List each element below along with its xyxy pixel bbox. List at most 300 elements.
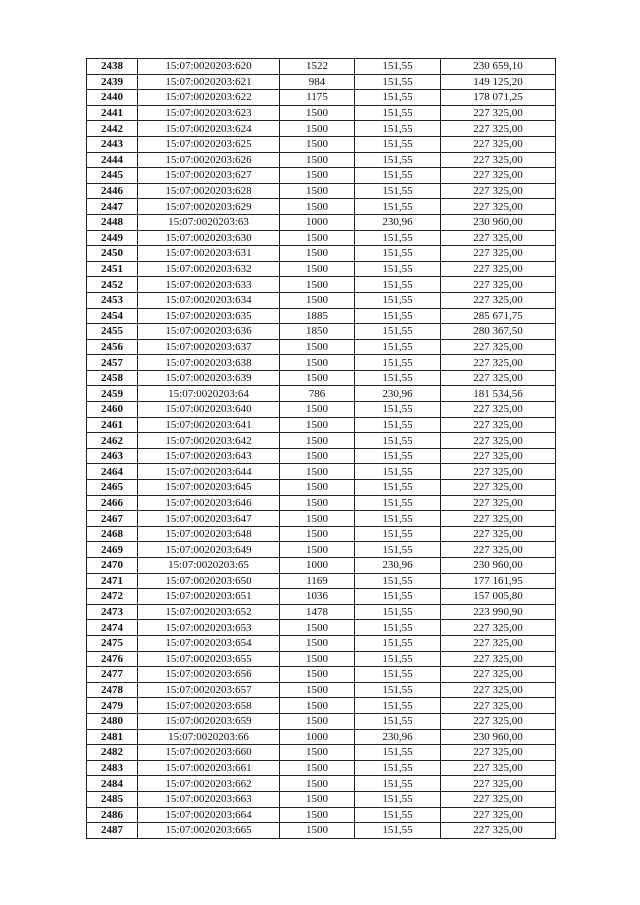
price-cell: 151,55 xyxy=(355,199,441,215)
price-cell: 151,55 xyxy=(355,339,441,355)
total-value-cell: 227 325,00 xyxy=(441,402,556,418)
area-cell: 1500 xyxy=(280,199,355,215)
cadastral-number-cell: 15:07:0020203:626 xyxy=(138,152,280,168)
total-value-cell: 227 325,00 xyxy=(441,713,556,729)
price-cell: 151,55 xyxy=(355,745,441,761)
table-row xyxy=(87,214,556,230)
price-cell: 151,55 xyxy=(355,417,441,433)
row-number-cell: 2462 xyxy=(87,433,138,449)
table-row xyxy=(87,760,556,776)
total-value-cell: 181 534,56 xyxy=(441,386,556,402)
area-cell: 1500 xyxy=(280,230,355,246)
price-cell: 151,55 xyxy=(355,682,441,698)
price-cell: 151,55 xyxy=(355,698,441,714)
area-cell: 786 xyxy=(280,386,355,402)
row-number-cell: 2459 xyxy=(87,386,138,402)
parcel-table xyxy=(86,58,556,839)
cadastral-number-cell: 15:07:0020203:625 xyxy=(138,136,280,152)
total-value-cell: 157 005,80 xyxy=(441,589,556,605)
total-value-cell: 227 325,00 xyxy=(441,292,556,308)
cadastral-number-cell: 15:07:0020203:632 xyxy=(138,261,280,277)
total-value-cell: 177 161,95 xyxy=(441,573,556,589)
total-value-cell: 227 325,00 xyxy=(441,495,556,511)
total-value-cell: 227 325,00 xyxy=(441,355,556,371)
table-row xyxy=(87,136,556,152)
cadastral-number-cell: 15:07:0020203:643 xyxy=(138,448,280,464)
area-cell: 1500 xyxy=(280,246,355,262)
price-cell: 151,55 xyxy=(355,136,441,152)
cadastral-number-cell: 15:07:0020203:646 xyxy=(138,495,280,511)
area-cell: 1500 xyxy=(280,417,355,433)
total-value-cell: 227 325,00 xyxy=(441,433,556,449)
row-number-cell: 2454 xyxy=(87,308,138,324)
area-cell: 1500 xyxy=(280,807,355,823)
row-number-cell: 2452 xyxy=(87,277,138,293)
row-number-cell: 2469 xyxy=(87,542,138,558)
table-row xyxy=(87,480,556,496)
total-value-cell: 227 325,00 xyxy=(441,620,556,636)
cadastral-number-cell: 15:07:0020203:639 xyxy=(138,370,280,386)
row-number-cell: 2456 xyxy=(87,339,138,355)
table-row xyxy=(87,324,556,340)
cadastral-number-cell: 15:07:0020203:636 xyxy=(138,324,280,340)
price-cell: 151,55 xyxy=(355,74,441,90)
cadastral-number-cell: 15:07:0020203:622 xyxy=(138,90,280,106)
price-cell: 151,55 xyxy=(355,495,441,511)
cadastral-number-cell: 15:07:0020203:621 xyxy=(138,74,280,90)
row-number-cell: 2481 xyxy=(87,729,138,745)
cadastral-number-cell: 15:07:0020203:659 xyxy=(138,713,280,729)
area-cell: 1500 xyxy=(280,713,355,729)
price-cell: 151,55 xyxy=(355,277,441,293)
area-cell: 1500 xyxy=(280,105,355,121)
cadastral-number-cell: 15:07:0020203:633 xyxy=(138,277,280,293)
total-value-cell: 227 325,00 xyxy=(441,791,556,807)
row-number-cell: 2457 xyxy=(87,355,138,371)
table-row xyxy=(87,59,556,75)
price-cell: 151,55 xyxy=(355,542,441,558)
total-value-cell: 227 325,00 xyxy=(441,635,556,651)
area-cell: 1522 xyxy=(280,59,355,75)
total-value-cell: 227 325,00 xyxy=(441,261,556,277)
table-row xyxy=(87,308,556,324)
row-number-cell: 2468 xyxy=(87,526,138,542)
row-number-cell: 2483 xyxy=(87,760,138,776)
row-number-cell: 2466 xyxy=(87,495,138,511)
cadastral-number-cell: 15:07:0020203:64 xyxy=(138,386,280,402)
area-cell: 1175 xyxy=(280,90,355,106)
area-cell: 1500 xyxy=(280,791,355,807)
row-number-cell: 2486 xyxy=(87,807,138,823)
row-number-cell: 2448 xyxy=(87,214,138,230)
total-value-cell: 227 325,00 xyxy=(441,370,556,386)
table-row xyxy=(87,433,556,449)
cadastral-number-cell: 15:07:0020203:640 xyxy=(138,402,280,418)
table-row xyxy=(87,199,556,215)
area-cell: 1500 xyxy=(280,526,355,542)
row-number-cell: 2441 xyxy=(87,105,138,121)
row-number-cell: 2444 xyxy=(87,152,138,168)
price-cell: 151,55 xyxy=(355,620,441,636)
row-number-cell: 2449 xyxy=(87,230,138,246)
cadastral-number-cell: 15:07:0020203:658 xyxy=(138,698,280,714)
cadastral-number-cell: 15:07:0020203:654 xyxy=(138,635,280,651)
area-cell: 1036 xyxy=(280,589,355,605)
area-cell: 1169 xyxy=(280,573,355,589)
area-cell: 1500 xyxy=(280,480,355,496)
price-cell: 151,55 xyxy=(355,308,441,324)
price-cell: 151,55 xyxy=(355,355,441,371)
row-number-cell: 2487 xyxy=(87,823,138,839)
cadastral-number-cell: 15:07:0020203:662 xyxy=(138,776,280,792)
cadastral-number-cell: 15:07:0020203:649 xyxy=(138,542,280,558)
area-cell: 1500 xyxy=(280,823,355,839)
price-cell: 151,55 xyxy=(355,526,441,542)
total-value-cell: 227 325,00 xyxy=(441,448,556,464)
price-cell: 151,55 xyxy=(355,261,441,277)
cadastral-number-cell: 15:07:0020203:657 xyxy=(138,682,280,698)
total-value-cell: 227 325,00 xyxy=(441,339,556,355)
total-value-cell: 230 960,00 xyxy=(441,729,556,745)
area-cell: 1500 xyxy=(280,433,355,449)
area-cell: 1850 xyxy=(280,324,355,340)
table-row xyxy=(87,620,556,636)
parcel-table-body xyxy=(87,59,556,839)
row-number-cell: 2440 xyxy=(87,90,138,106)
cadastral-number-cell: 15:07:0020203:634 xyxy=(138,292,280,308)
area-cell: 1500 xyxy=(280,355,355,371)
cadastral-number-cell: 15:07:0020203:647 xyxy=(138,511,280,527)
price-cell: 230,96 xyxy=(355,729,441,745)
cadastral-number-cell: 15:07:0020203:661 xyxy=(138,760,280,776)
table-row xyxy=(87,791,556,807)
table-row xyxy=(87,823,556,839)
table-row xyxy=(87,464,556,480)
row-number-cell: 2475 xyxy=(87,635,138,651)
table-row xyxy=(87,573,556,589)
cadastral-number-cell: 15:07:0020203:628 xyxy=(138,183,280,199)
cadastral-number-cell: 15:07:0020203:642 xyxy=(138,433,280,449)
row-number-cell: 2479 xyxy=(87,698,138,714)
total-value-cell: 227 325,00 xyxy=(441,542,556,558)
total-value-cell: 227 325,00 xyxy=(441,760,556,776)
area-cell: 1500 xyxy=(280,121,355,137)
area-cell: 1500 xyxy=(280,620,355,636)
total-value-cell: 227 325,00 xyxy=(441,464,556,480)
table-row xyxy=(87,667,556,683)
table-row xyxy=(87,417,556,433)
price-cell: 151,55 xyxy=(355,448,441,464)
table-row xyxy=(87,277,556,293)
area-cell: 1500 xyxy=(280,292,355,308)
price-cell: 151,55 xyxy=(355,573,441,589)
area-cell: 1500 xyxy=(280,464,355,480)
row-number-cell: 2445 xyxy=(87,168,138,184)
table-row xyxy=(87,105,556,121)
area-cell: 1478 xyxy=(280,604,355,620)
table-row xyxy=(87,230,556,246)
price-cell: 151,55 xyxy=(355,635,441,651)
table-row xyxy=(87,713,556,729)
total-value-cell: 230 659,10 xyxy=(441,59,556,75)
price-cell: 151,55 xyxy=(355,230,441,246)
cadastral-number-cell: 15:07:0020203:638 xyxy=(138,355,280,371)
total-value-cell: 227 325,00 xyxy=(441,199,556,215)
total-value-cell: 280 367,50 xyxy=(441,324,556,340)
row-number-cell: 2461 xyxy=(87,417,138,433)
area-cell: 1500 xyxy=(280,698,355,714)
area-cell: 1500 xyxy=(280,667,355,683)
row-number-cell: 2473 xyxy=(87,604,138,620)
row-number-cell: 2446 xyxy=(87,183,138,199)
cadastral-number-cell: 15:07:0020203:641 xyxy=(138,417,280,433)
area-cell: 1885 xyxy=(280,308,355,324)
total-value-cell: 227 325,00 xyxy=(441,776,556,792)
row-number-cell: 2463 xyxy=(87,448,138,464)
price-cell: 151,55 xyxy=(355,604,441,620)
price-cell: 151,55 xyxy=(355,370,441,386)
total-value-cell: 230 960,00 xyxy=(441,214,556,230)
total-value-cell: 178 071,25 xyxy=(441,90,556,106)
cadastral-number-cell: 15:07:0020203:629 xyxy=(138,199,280,215)
price-cell: 151,55 xyxy=(355,402,441,418)
area-cell: 1500 xyxy=(280,542,355,558)
table-row xyxy=(87,745,556,761)
total-value-cell: 227 325,00 xyxy=(441,651,556,667)
row-number-cell: 2464 xyxy=(87,464,138,480)
cadastral-number-cell: 15:07:0020203:656 xyxy=(138,667,280,683)
table-row xyxy=(87,495,556,511)
table-row xyxy=(87,246,556,262)
price-cell: 151,55 xyxy=(355,152,441,168)
row-number-cell: 2439 xyxy=(87,74,138,90)
table-row xyxy=(87,651,556,667)
table-row xyxy=(87,261,556,277)
area-cell: 1500 xyxy=(280,495,355,511)
price-cell: 151,55 xyxy=(355,713,441,729)
price-cell: 151,55 xyxy=(355,511,441,527)
price-cell: 151,55 xyxy=(355,246,441,262)
table-row xyxy=(87,339,556,355)
row-number-cell: 2453 xyxy=(87,292,138,308)
cadastral-number-cell: 15:07:0020203:653 xyxy=(138,620,280,636)
table-row xyxy=(87,807,556,823)
row-number-cell: 2447 xyxy=(87,199,138,215)
table-row xyxy=(87,589,556,605)
table-row xyxy=(87,90,556,106)
table-row xyxy=(87,526,556,542)
total-value-cell: 227 325,00 xyxy=(441,745,556,761)
area-cell: 1500 xyxy=(280,682,355,698)
total-value-cell: 227 325,00 xyxy=(441,105,556,121)
total-value-cell: 285 671,75 xyxy=(441,308,556,324)
cadastral-number-cell: 15:07:0020203:637 xyxy=(138,339,280,355)
area-cell: 1500 xyxy=(280,651,355,667)
cadastral-number-cell: 15:07:0020203:623 xyxy=(138,105,280,121)
area-cell: 1500 xyxy=(280,136,355,152)
row-number-cell: 2467 xyxy=(87,511,138,527)
area-cell: 1500 xyxy=(280,776,355,792)
area-cell: 1500 xyxy=(280,635,355,651)
row-number-cell: 2480 xyxy=(87,713,138,729)
cadastral-number-cell: 15:07:0020203:620 xyxy=(138,59,280,75)
row-number-cell: 2458 xyxy=(87,370,138,386)
total-value-cell: 227 325,00 xyxy=(441,168,556,184)
cadastral-number-cell: 15:07:0020203:624 xyxy=(138,121,280,137)
total-value-cell: 227 325,00 xyxy=(441,417,556,433)
cadastral-number-cell: 15:07:0020203:655 xyxy=(138,651,280,667)
row-number-cell: 2471 xyxy=(87,573,138,589)
total-value-cell: 230 960,00 xyxy=(441,558,556,574)
total-value-cell: 227 325,00 xyxy=(441,121,556,137)
table-row xyxy=(87,355,556,371)
row-number-cell: 2485 xyxy=(87,791,138,807)
area-cell: 1500 xyxy=(280,152,355,168)
area-cell: 1500 xyxy=(280,277,355,293)
cadastral-number-cell: 15:07:0020203:645 xyxy=(138,480,280,496)
total-value-cell: 227 325,00 xyxy=(441,230,556,246)
cadastral-number-cell: 15:07:0020203:663 xyxy=(138,791,280,807)
total-value-cell: 227 325,00 xyxy=(441,152,556,168)
table-row xyxy=(87,448,556,464)
table-row xyxy=(87,511,556,527)
area-cell: 1000 xyxy=(280,214,355,230)
price-cell: 151,55 xyxy=(355,121,441,137)
price-cell: 151,55 xyxy=(355,168,441,184)
table-row xyxy=(87,604,556,620)
row-number-cell: 2478 xyxy=(87,682,138,698)
price-cell: 151,55 xyxy=(355,59,441,75)
row-number-cell: 2442 xyxy=(87,121,138,137)
table-row xyxy=(87,168,556,184)
price-cell: 230,96 xyxy=(355,214,441,230)
table-row xyxy=(87,183,556,199)
cadastral-number-cell: 15:07:0020203:631 xyxy=(138,246,280,262)
price-cell: 151,55 xyxy=(355,667,441,683)
table-row xyxy=(87,370,556,386)
total-value-cell: 227 325,00 xyxy=(441,823,556,839)
cadastral-number-cell: 15:07:0020203:650 xyxy=(138,573,280,589)
table-row xyxy=(87,729,556,745)
row-number-cell: 2474 xyxy=(87,620,138,636)
total-value-cell: 227 325,00 xyxy=(441,511,556,527)
price-cell: 151,55 xyxy=(355,651,441,667)
total-value-cell: 227 325,00 xyxy=(441,246,556,262)
price-cell: 151,55 xyxy=(355,90,441,106)
price-cell: 151,55 xyxy=(355,791,441,807)
cadastral-number-cell: 15:07:0020203:664 xyxy=(138,807,280,823)
row-number-cell: 2443 xyxy=(87,136,138,152)
table-row xyxy=(87,635,556,651)
area-cell: 1000 xyxy=(280,558,355,574)
table-row xyxy=(87,386,556,402)
price-cell: 151,55 xyxy=(355,589,441,605)
area-cell: 1500 xyxy=(280,168,355,184)
table-row xyxy=(87,121,556,137)
table-row xyxy=(87,682,556,698)
row-number-cell: 2477 xyxy=(87,667,138,683)
cadastral-number-cell: 15:07:0020203:635 xyxy=(138,308,280,324)
row-number-cell: 2460 xyxy=(87,402,138,418)
cadastral-number-cell: 15:07:0020203:66 xyxy=(138,729,280,745)
cadastral-number-cell: 15:07:0020203:660 xyxy=(138,745,280,761)
area-cell: 1500 xyxy=(280,339,355,355)
cadastral-number-cell: 15:07:0020203:652 xyxy=(138,604,280,620)
row-number-cell: 2470 xyxy=(87,558,138,574)
row-number-cell: 2465 xyxy=(87,480,138,496)
total-value-cell: 227 325,00 xyxy=(441,480,556,496)
price-cell: 151,55 xyxy=(355,480,441,496)
price-cell: 151,55 xyxy=(355,776,441,792)
price-cell: 151,55 xyxy=(355,105,441,121)
row-number-cell: 2484 xyxy=(87,776,138,792)
row-number-cell: 2482 xyxy=(87,745,138,761)
area-cell: 1500 xyxy=(280,760,355,776)
cadastral-number-cell: 15:07:0020203:665 xyxy=(138,823,280,839)
area-cell: 1500 xyxy=(280,261,355,277)
row-number-cell: 2476 xyxy=(87,651,138,667)
table-row xyxy=(87,74,556,90)
total-value-cell: 227 325,00 xyxy=(441,698,556,714)
row-number-cell: 2451 xyxy=(87,261,138,277)
total-value-cell: 227 325,00 xyxy=(441,526,556,542)
area-cell: 1500 xyxy=(280,402,355,418)
cadastral-number-cell: 15:07:0020203:630 xyxy=(138,230,280,246)
total-value-cell: 149 125,20 xyxy=(441,74,556,90)
row-number-cell: 2472 xyxy=(87,589,138,605)
table-row xyxy=(87,292,556,308)
table-row xyxy=(87,776,556,792)
row-number-cell: 2450 xyxy=(87,246,138,262)
table-row xyxy=(87,402,556,418)
total-value-cell: 227 325,00 xyxy=(441,682,556,698)
price-cell: 151,55 xyxy=(355,433,441,449)
row-number-cell: 2455 xyxy=(87,324,138,340)
area-cell: 1000 xyxy=(280,729,355,745)
table-row xyxy=(87,698,556,714)
price-cell: 151,55 xyxy=(355,292,441,308)
area-cell: 1500 xyxy=(280,370,355,386)
price-cell: 151,55 xyxy=(355,324,441,340)
cadastral-number-cell: 15:07:0020203:627 xyxy=(138,168,280,184)
price-cell: 230,96 xyxy=(355,558,441,574)
cadastral-number-cell: 15:07:0020203:65 xyxy=(138,558,280,574)
total-value-cell: 227 325,00 xyxy=(441,136,556,152)
total-value-cell: 227 325,00 xyxy=(441,667,556,683)
area-cell: 1500 xyxy=(280,183,355,199)
price-cell: 151,55 xyxy=(355,464,441,480)
price-cell: 151,55 xyxy=(355,823,441,839)
table-row xyxy=(87,152,556,168)
total-value-cell: 227 325,00 xyxy=(441,807,556,823)
row-number-cell: 2438 xyxy=(87,59,138,75)
total-value-cell: 227 325,00 xyxy=(441,277,556,293)
price-cell: 151,55 xyxy=(355,807,441,823)
table-row xyxy=(87,558,556,574)
total-value-cell: 227 325,00 xyxy=(441,183,556,199)
price-cell: 151,55 xyxy=(355,183,441,199)
cadastral-number-cell: 15:07:0020203:63 xyxy=(138,214,280,230)
area-cell: 1500 xyxy=(280,511,355,527)
cadastral-number-cell: 15:07:0020203:651 xyxy=(138,589,280,605)
total-value-cell: 223 990,90 xyxy=(441,604,556,620)
price-cell: 151,55 xyxy=(355,760,441,776)
price-cell: 230,96 xyxy=(355,386,441,402)
area-cell: 1500 xyxy=(280,448,355,464)
table-row xyxy=(87,542,556,558)
area-cell: 984 xyxy=(280,74,355,90)
area-cell: 1500 xyxy=(280,745,355,761)
